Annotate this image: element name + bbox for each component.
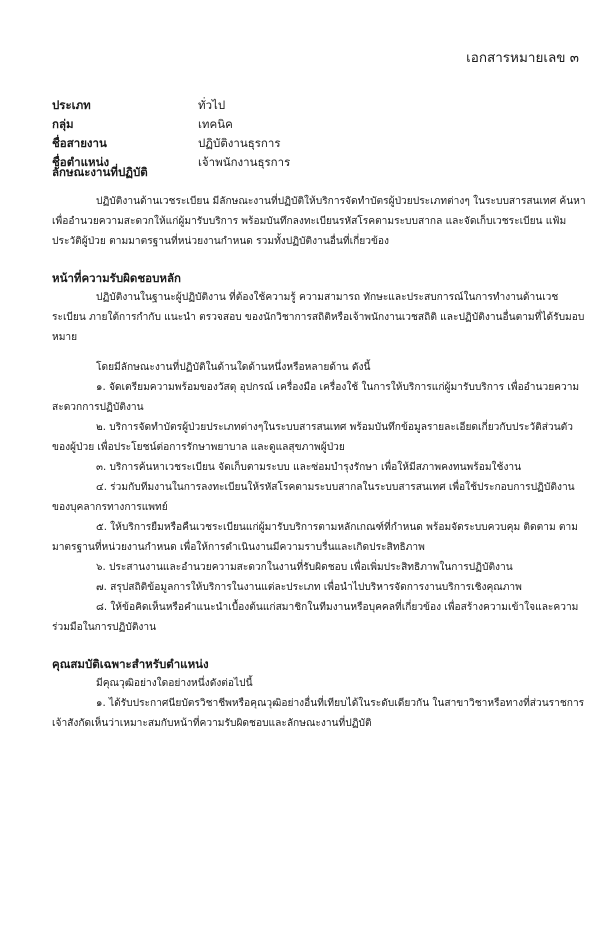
list-item: ๕. ให้บริการยืมหรือคืนเวชระเบียนแก่ผู้มารับบริการตามหลักเกณฑ์ที่กำหนด พร้อมจัดระบบควบคุม ติดตาม ตามมาตรฐานที่หน่วยงานกำหนด เพื่อให้การดำเนินงานมีความราบรื่นและเกิดประสิทธิภาพ bbox=[52, 522, 578, 553]
list-item: ๑. ได้รับประกาศนียบัตรวิชาชีพหรือคุณวุฒิอย่างอื่นที่เทียบได้ในระดับเดียวกัน ในสาขาวิชาหรือทางที่ส่วนราชการเจ้าสังกัดเห็นว่าเหมาะสมกับหน้าที่ความรับผิดชอบและลักษณะงานที่ปฏิบัติ bbox=[52, 698, 585, 729]
responsibilities-intro: ปฏิบัติงานในฐานะผู้ปฏิบัติงาน ที่ต้องใช้ความรู้ ความสามารถ ทักษะและประสบการณ์ในการทำงานด้านเวชระเบียน ภายใต้การกำกับ แนะนำ ตรวจสอบ ของนักวิชาการสถิติหรือเจ้าพนักงานเวชสถิติ และปฏิบัติงานอื่นตามที่ได้รับมอบหมาย bbox=[52, 292, 585, 343]
list-item: ๗. สรุปสถิติข้อมูลการให้บริการในงานแต่ละประเภท เพื่อนำไปบริหารจัดการงานบริการเชิงคุณภาพ bbox=[96, 582, 522, 593]
position-info bbox=[52, 96, 290, 172]
list-item: ๓. บริการค้นหาเวชระเบียน จัดเก็บตามระบบ และซ่อมบำรุงรักษา เพื่อให้มีสภาพคงทนพร้อมใช้งาน bbox=[96, 462, 522, 473]
meta-label: ชื่อสายงาน bbox=[52, 136, 107, 150]
responsibilities-lead: โดยมีลักษณะงานที่ปฏิบัติในด้านใดด้านหนึ่งหรือหลายด้าน ดังนี้ bbox=[96, 362, 371, 373]
meta-row-type bbox=[52, 96, 290, 115]
meta-label: กลุ่ม bbox=[52, 117, 74, 131]
document-number: เอกสารหมายเลข ๓ bbox=[466, 50, 579, 66]
list-item: ๒. บริการจัดทำบัตรผู้ป่วยประเภทต่างๆในระบบสารสนเทศ พร้อมบันทึกข้อมูลรายละเอียดเกี่ยวกับประวัติส่วนตัวของผู้ป่วย เพื่อประโยชน์ต่อการรักษาพยาบาล และดูแลสุขภาพผู้ป่วย bbox=[52, 422, 574, 453]
list-item: ๑. จัดเตรียมความพร้อมของวัสดุ อุปกรณ์ เครื่องมือ เครื่องใช้ ในการให้บริการแก่ผู้มารับบริการ เพื่ออำนวยความสะดวกการปฏิบัติงาน bbox=[52, 382, 580, 413]
meta-label: ประเภท bbox=[52, 98, 91, 112]
section-heading-job-nature: ลักษณะงานที่ปฏิบัติ bbox=[52, 165, 148, 179]
qualifications-lead: มีคุณวุฒิอย่างใดอย่างหนึ่งดังต่อไปนี้ bbox=[96, 678, 253, 689]
list-item: ๔. ร่วมกับทีมงานในการลงทะเบียนให้รหัสโรคตามระบบสากลในระบบสารสนเทศ เพื่อใช้ประกอบการปฏิบัติงานของบุคลากรทางการแพทย์ bbox=[52, 482, 575, 513]
meta-value: ปฏิบัติงานธุรการ bbox=[198, 136, 281, 150]
section-heading-qualifications: คุณสมบัติเฉพาะสำหรับตำแหน่ง bbox=[52, 657, 209, 671]
document-body bbox=[52, 162, 587, 734]
list-item: ๘. ให้ข้อคิดเห็นหรือคำแนะนำเบื้องต้นแก่สมาชิกในทีมงานหรือบุคคลที่เกี่ยวข้อง เพื่อสร้างความเข้าใจและความร่วมมือในการปฏิบัติงาน bbox=[52, 602, 579, 633]
meta-label: ชื่อตำแหน่ง bbox=[52, 155, 110, 169]
meta-row-group bbox=[52, 115, 290, 134]
meta-value: เจ้าพนักงานธุรการ bbox=[198, 155, 291, 169]
section-heading-responsibilities: หน้าที่ความรับผิดชอบหลัก bbox=[52, 271, 181, 285]
job-nature-paragraph: ปฏิบัติงานด้านเวชระเบียน มีลักษณะงานที่ปฏิบัติให้บริการจัดทำบัตรผู้ป่วยประเภทต่างๆ ในระบบสารสนเทศ ค้นหาเพื่ออำนวยความสะดวกให้แก่ผู้มารับบริการ พร้อมบันทึกลงทะเบียนรหัสโรคตามระบบสากล และจัดเก็บเวชระเบียน แฟ้มประวัติผู้ป่วย ตามมาตรฐานที่หน่วยงานกำหนด รวมทั้งปฏิบัติงานอื่นที่เกี่ยวข้อง bbox=[52, 196, 586, 247]
meta-value: เทคนิค bbox=[198, 117, 233, 131]
meta-row-line bbox=[52, 134, 290, 153]
list-item: ๖. ประสานงานและอำนวยความสะดวกในงานที่รับผิดชอบ เพื่อเพิ่มประสิทธิภาพในการปฏิบัติงาน bbox=[96, 562, 513, 573]
meta-value: ทั่วไป bbox=[198, 98, 226, 112]
